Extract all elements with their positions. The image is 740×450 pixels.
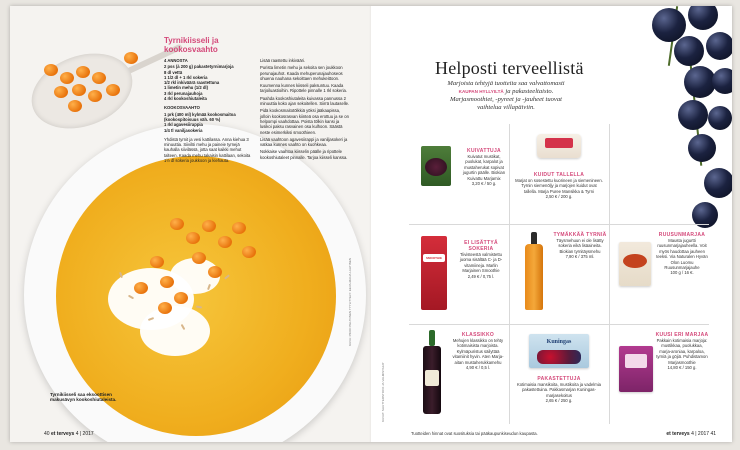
product-price: 2,50 € / 200 g. xyxy=(545,194,573,200)
product-grid xyxy=(409,124,709,424)
ingredient: 1 prk (400 ml) kylmää kookosmaitoa (kookospitoisuus väh. 60 %) xyxy=(164,111,236,122)
sea-buckthorn-berry xyxy=(218,236,232,248)
bag-brand: Kuningas xyxy=(546,339,572,345)
sea-buckthorn-berry xyxy=(186,232,200,244)
product-card-pakastettuja xyxy=(509,324,609,424)
lead-line: ja pakasteeltaisto. xyxy=(505,88,554,95)
product-card-kuivattuja xyxy=(409,124,509,224)
sea-buckthorn-berry xyxy=(202,220,216,232)
sea-buckthorn-berry xyxy=(160,276,174,288)
sea-buckthorn-berry xyxy=(242,246,256,258)
sea-buckthorn-berry xyxy=(232,222,246,234)
ingredient: 1 limetin mehu (1/2 dl) xyxy=(164,85,208,91)
page-number: 40 xyxy=(44,431,50,437)
sea-buckthorn-berry xyxy=(106,84,120,96)
product-card-tymakkaa-tyrnia xyxy=(509,224,609,324)
ingredient: 8 dl vettä xyxy=(164,69,183,75)
product-name: KUUSI ERI MARJAA xyxy=(655,332,709,338)
recipe-step: Yhdistä tyrnit ja vesi kattilassa. Anna kiehua 3 minuuttia. Siivilöi mehu ja paineie tyrnejä kauhalla siivilässä, jotta saat kaikki mehut talteen. Kaada mehu takaisin kattilaan, sekoita 1½ dl sokeria joukkoon ja kiehauta. xyxy=(164,136,251,164)
page-number: 41 xyxy=(710,431,716,437)
product-card-kuidut-tallella xyxy=(509,124,609,224)
page-folio xyxy=(666,431,716,437)
product-card-klassikko xyxy=(409,324,509,424)
sea-buckthorn-berry xyxy=(134,282,148,294)
sea-buckthorn-berry xyxy=(44,64,58,76)
photo-caption: Tyrnikiisseli saa eksoottisen makusävyn kookoshiutaleista. xyxy=(50,392,117,403)
magazine-name: et terveys xyxy=(666,431,690,437)
ingredient: 4 rkl kookoshiutaleita xyxy=(164,96,207,102)
dried-berries-image xyxy=(425,158,447,176)
product-description: Kotimaisia mansikoita, mustikoita ja vadelmia pakastettuina. Pakkasmarjan Kuningas-marjasekoitus xyxy=(516,382,602,398)
sea-buckthorn-berry xyxy=(88,90,102,102)
product-price: 2,49 € / 0,75 l. xyxy=(467,273,495,279)
page-title: Helposti terveellistä xyxy=(435,58,584,78)
product-name: KUIDUT TALLELLA xyxy=(533,172,585,178)
recipe-step: Lisää vaahtoon agavesiirappi ja vaniljasokeri ja vatkaa kunnes vaahto on kuohkeaa. xyxy=(260,136,348,148)
product-price: 4,90 € / 0,5 l. xyxy=(465,365,491,371)
bottle-neck xyxy=(429,330,435,346)
product-name: EI LISÄTTYÄ SOKERIA xyxy=(464,240,498,252)
product-name: KUIVATTUJA xyxy=(467,148,501,154)
servings: 4 ANNOSTA xyxy=(164,58,188,63)
sea-buckthorn-berry xyxy=(72,84,86,96)
product-description: Täysmehuun ei ole lisätty sokeria eikä lisäaineita. Biokian tyrnitäysmehu xyxy=(556,238,604,254)
product-price: 100 g / 16 €. xyxy=(670,270,694,276)
carton-label: SMOOTHIE xyxy=(423,254,445,262)
lead-paragraph xyxy=(411,80,601,112)
sea-buckthorn-juice-bottle xyxy=(525,244,543,310)
foam-heading: KOOKOSVAAHTO xyxy=(164,105,200,111)
sea-buckthorn-berry xyxy=(208,266,222,278)
lead-line: Marjasmoothiet, -pyreet ja -jauheet tuovat xyxy=(449,96,562,103)
rosehip-image xyxy=(623,254,647,268)
bottle-label xyxy=(425,370,439,386)
sea-buckthorn-berry xyxy=(68,100,82,112)
method-column xyxy=(260,58,350,162)
left-page xyxy=(10,6,371,442)
sea-buckthorn-berry xyxy=(124,52,138,64)
product-card-ruusunmarjaa xyxy=(609,224,709,324)
price-footnote: Tuotteiden hinnat ovat suosituksia tai pääkaupunkiseudun kaupasta. xyxy=(411,431,538,436)
photo-credit: KUVA: PIRJO PELTONEN TYYLITTELY: EEVA-MAIJA LAHTINEN xyxy=(348,257,352,346)
page-folio xyxy=(44,431,94,437)
issue-number: 4 | 2017 xyxy=(75,431,94,437)
product-price: 14,80 € / 150 g. xyxy=(667,365,697,371)
blackcurrant xyxy=(688,6,718,30)
magazine-name: et terveys xyxy=(50,431,75,437)
right-page xyxy=(371,6,732,442)
coconut-foam xyxy=(140,306,210,356)
lead-kicker: KAUPAN HYLLYILTÄ xyxy=(458,89,504,94)
sea-buckthorn-berry xyxy=(158,302,172,314)
blackcurrant xyxy=(706,32,732,60)
pouch-label xyxy=(625,354,647,368)
sea-buckthorn-berry xyxy=(150,256,164,268)
sea-buckthorn-berry xyxy=(76,66,90,78)
magazine-spread xyxy=(10,6,732,442)
product-description: Pakkain kotimaisia marjoja: mustikkaa, puolukkaa, marja-aroniaa, karpaloa, tyrniä ja göjiä. Puhdistamon Marjasmoothie xyxy=(656,338,708,365)
blackcurrant xyxy=(712,68,732,94)
product-price: 2,65 € / 250 g. xyxy=(545,398,573,404)
ingredient: 1 rkl agavesiirappia xyxy=(164,122,203,128)
ingredient: 1/2 rkl inkiväärä raastettuna xyxy=(164,80,220,86)
product-name: TYMÄKKÄÄ TYRNIÄ xyxy=(553,232,607,238)
sea-buckthorn-berry xyxy=(174,292,188,304)
product-name: RUUSUNMARJAA xyxy=(658,232,706,238)
sea-buckthorn-berry xyxy=(92,72,106,84)
product-card-ei-lisattya-sokeria xyxy=(409,224,509,324)
sea-buckthorn-berry xyxy=(192,252,206,264)
lead-line: vaihtelua villapäiviin. xyxy=(477,104,535,111)
ingredient: 1/4 tl vaniljasokeria xyxy=(164,127,203,133)
smoothie-powder-pouch xyxy=(619,346,653,392)
issue-number: 4 | 2017 xyxy=(691,431,710,437)
sea-buckthorn-berry xyxy=(60,72,74,84)
lead-line: Marjoista tehtyjä tuotteita saa valvattomasti xyxy=(447,80,565,87)
product-name: KLASSIKKO xyxy=(461,332,495,338)
recipe-step: Pidä kookosmaitotölkkiä yöksi jääkaapissa, jolloin kookosrasvan kiinteä osa erottuu ja se on helpompi vaahdottaa. Poista tölkin kansi ja lusikoi paksu rasvainen osa kulhoon. Säästä neste esimerkiksi smoothieen. xyxy=(260,108,349,135)
recipe-step: Lisää raastettu inkivääri. xyxy=(260,58,306,63)
ingredient: 2 pss (à 200 g) pakastetyrnimarjoja xyxy=(164,64,234,70)
product-description: Mehujen klassikko on tehty kotimaisista marjoista. Kylmäpuristus säilyttää vitamiinit hyvin. Aten Marja-aitan mustaherukkamehu xyxy=(452,338,504,365)
sea-buckthorn-berry xyxy=(54,86,68,98)
product-description: Mausta jugurtti ruusunmarjajauheella. Voit myös haudottaa jauheen teeksi. Via Naturalen Hyvän Olon Luomu Ruusunmarjajauhe xyxy=(656,238,708,271)
recipe-title: Tyrnikiisseli ja kookosvaahto xyxy=(164,36,219,54)
ingredient: 1 1/2 dl + 1 rkl sokeria xyxy=(164,74,208,80)
ingredients-column xyxy=(164,58,252,165)
recipe-step: Kuumenna kunnes kiisseli paksuntuu. Kaada tarjoiluastioihin. Ripottele pinnalle 1 rkl sokeria. xyxy=(260,83,348,94)
puree-cup-label xyxy=(545,138,573,148)
mixed-berries-image xyxy=(537,350,581,364)
product-name: PAKASTETTUJA xyxy=(537,376,581,382)
blackcurrant xyxy=(674,36,704,66)
product-description: Tiivisteestä valmistettu juoma sisältää C- ja D-vitamiineja. Marlin Marjainen Smoothie xyxy=(459,252,503,274)
smoothie-carton xyxy=(421,236,447,310)
blackcurrant xyxy=(708,106,732,130)
product-price: 3,20 € / 50 g. xyxy=(471,181,497,187)
recipe-step: Nokkaise vaahtoa kiisselin päälle ja ripottele kookoshiutaleet pinnalle. Tarjoa kiisseli kanssa. xyxy=(260,149,348,160)
sea-buckthorn-berry xyxy=(170,218,184,230)
product-card-kuusi-eri-marjaa xyxy=(609,324,709,424)
recipe-step: Paahda kookoshiutaleita kuivassa pannussa 2 minuuttia koko ajan sekoitellen. Siirrä lautaselle. xyxy=(260,95,350,107)
photo-credit: KUVAT: SHUTTERSTOCK JA VALMISTAJAT xyxy=(381,362,385,422)
ingredient: 3 rkl perunajauhoja xyxy=(164,90,203,96)
recipe-step: Purista limetin mehu ja sekoita sen joukkoon perunajauhot. Kaada mehuperunajauhoseos ohuena nauhana sekoittaen mehukeittoon. xyxy=(260,65,343,81)
product-description: Marjat on sosestettu kuorineen ja siemenineen. Tyrnin siemenöljy ja marjojen kuidut ovat tallella. Marja Puree Mansikka & Tyrni xyxy=(515,178,603,194)
product-price: 7,90 € / 375 ml. xyxy=(565,254,595,260)
product-description: Kuivatut mustikat, puolukat, karpalot ja mustaherukat sopivat jugurtin päälle. Biokian Kuivattu Marjamix xyxy=(462,154,506,181)
